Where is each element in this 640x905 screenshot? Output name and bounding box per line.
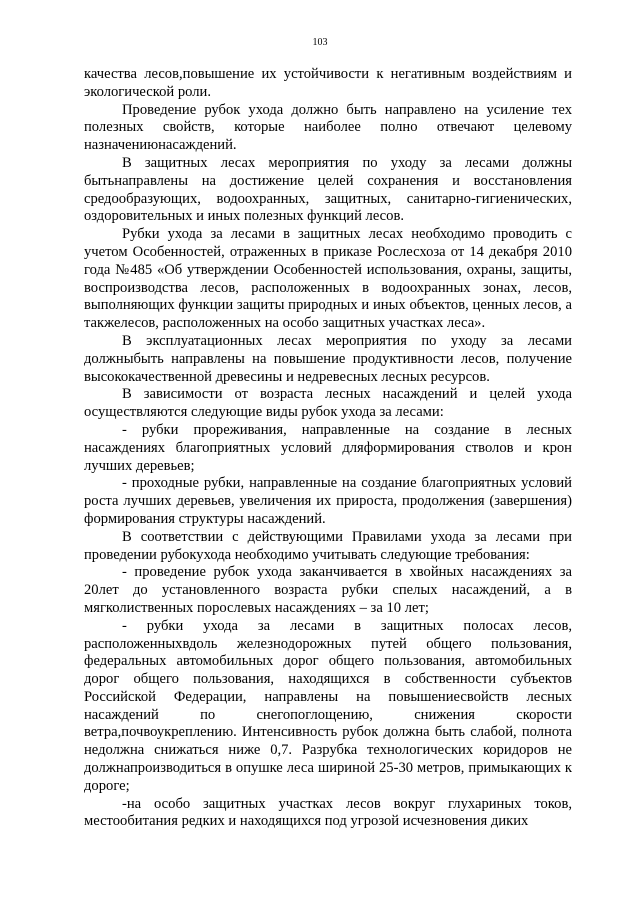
list-item: - рубки прореживания, направленные на создание в лесных насаждениях благоприятных условий дляформирования стволов и крон лучших деревьев; <box>84 421 572 474</box>
paragraph-continuation: качества лесов,повышение их устойчивости к негативным воздействиям и экологической роли. <box>84 66 572 100</box>
paragraph: Рубки ухода за лесами в защитных лесах необходимо проводить с учетом Особенностей, отраженных в приказе Рослесхоза от 14 декабря 2010 года №485 «Об утверждении Особенностей использования, охраны, защиты, воспроизводства лесов, расположенных в водоохранных зонах, лесов, выполняющих функции защиты природных и иных объектов, ценных лесов, а такжелесов, расположенных на особо защитных участках леса». <box>84 226 572 332</box>
list-item: - рубки ухода за лесами в защитных полосах лесов, расположенныхвдоль железнодорожных путей общего пользования, федеральных автомобильных дорог общего пользования, автомобильных дорог общего пользования, находящихся в собственности субъектов Российской Федерации, направлены на повышениесвойств лесных насаждений по снегопоглощению, снижения скорости ветра,почвоукреплению. Интенсивность рубок должна быть слабой, полнота недолжна снижаться ниже 0,7. Разрубка технологических коридоров не должнапроизводиться в опушке леса шириной 25-30 метров, примыкающих к дороге; <box>84 617 572 794</box>
paragraph: В зависимости от возраста лесных насаждений и целей ухода осуществляются следующие виды рубок ухода за лесами: <box>84 386 572 421</box>
list-item: -на особо защитных участках лесов вокруг глухариных токов, местообитания редких и находящихся под угрозой исчезновения диких <box>84 795 572 830</box>
list-item: - проведение рубок ухода заканчивается в хвойных насаждениях за 20лет до установленного возраста рубки спелых насаждений, а в мягколиственных порослевых насаждениях – за 10 лет; <box>84 564 572 616</box>
paragraph: Проведение рубок ухода должно быть направлено на усиление тех полезных свойств, которые наиболее полно отвечают целевому назначениюнасаждений. <box>84 101 572 154</box>
page-number: 103 <box>312 37 328 48</box>
paragraph: В защитных лесах мероприятия по уходу за лесами должны бытьнаправлены на достижение целей сохранения и восстановления средообразующих, водоохранных, защитных, санитарно-гигиенических, оздоровительных и иных полезных функций лесов. <box>84 154 572 225</box>
page-body <box>84 66 572 831</box>
paragraph: В эксплуатационных лесах мероприятия по уходу за лесами должныбыть направлены на повышение продуктивности лесов, получение высококачественной древесины и недревесных лесных ресурсов. <box>84 332 572 385</box>
paragraph: В соответствии с действующими Правилами ухода за лесами при проведении рубокухода необходимо учитывать следующие требования: <box>84 528 572 563</box>
list-item: - проходные рубки, направленные на создание благоприятных условий роста лучших деревьев, увеличения их прироста, продолжения (завершения) формирования структуры насаждений. <box>84 475 572 527</box>
